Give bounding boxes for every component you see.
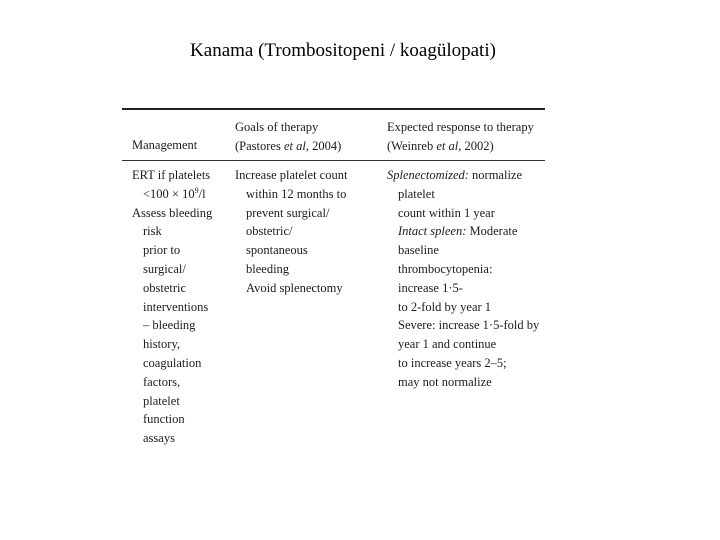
response-line: thrombocytopenia: <box>398 261 493 276</box>
mgmt-line: – bleeding <box>143 318 196 333</box>
mgmt-line: Assess bleeding <box>132 205 213 220</box>
goals-line: obstetric/ <box>246 224 293 239</box>
mgmt-line: assays <box>143 431 175 446</box>
response-line: year 1 and continue <box>398 337 497 352</box>
mgmt-line: factors, <box>143 374 181 389</box>
response-line: to 2-fold by year 1 <box>398 299 492 314</box>
mgmt-line: risk <box>143 224 162 239</box>
management-column <box>132 166 212 448</box>
goals-line: Increase platelet count <box>235 168 348 182</box>
table-header <box>122 110 545 160</box>
header-goals-citation: (Pastores et al, 2004) <box>235 138 342 153</box>
response-line: baseline <box>398 243 439 258</box>
goals-line: prevent surgical/ <box>246 205 330 220</box>
goals-line: spontaneous <box>246 243 308 258</box>
response-line: to increase years 2–5; <box>398 355 507 370</box>
mgmt-line: interventions <box>143 299 209 314</box>
mgmt-line: function <box>143 412 185 427</box>
goals-line: Avoid splenectomy <box>246 280 343 295</box>
response-column <box>387 166 539 392</box>
response-line: Intact spleen: Moderate <box>398 224 518 239</box>
header-response: Expected response to therapy (Weinreb et al, 2002) <box>387 118 534 156</box>
mgmt-line: prior to <box>143 243 181 258</box>
response-line: increase 1·5- <box>398 280 463 295</box>
response-line: may not normalize <box>398 374 492 389</box>
header-goals: Goals of therapy (Pastores et al, 2004) <box>235 118 341 156</box>
response-line: Splenectomized: normalize <box>387 168 523 182</box>
mgmt-line: coagulation <box>143 355 202 370</box>
table-body <box>122 161 545 461</box>
mgmt-line: surgical/ <box>143 261 186 276</box>
mgmt-line: ERT if platelets <box>132 168 211 182</box>
goals-line: within 12 months to <box>246 186 347 201</box>
mgmt-line: platelet <box>143 393 180 408</box>
header-management: Management <box>132 138 198 152</box>
mgmt-line: history, <box>143 337 181 352</box>
response-line: platelet <box>398 186 435 201</box>
goals-line: bleeding <box>246 261 290 276</box>
mgmt-line: obstetric <box>143 280 187 295</box>
therapy-table <box>122 108 545 461</box>
goals-column <box>235 166 347 298</box>
response-line: count within 1 year <box>398 205 495 220</box>
response-line: Severe: increase 1·5-fold by <box>398 318 540 333</box>
header-response-citation: (Weinreb et al, 2002) <box>387 138 494 153</box>
mgmt-line: $<100 \times 10^9/l$ <box>143 185 206 201</box>
slide-title: Kanama (Trombositopeni / koagülopati) <box>190 40 496 61</box>
